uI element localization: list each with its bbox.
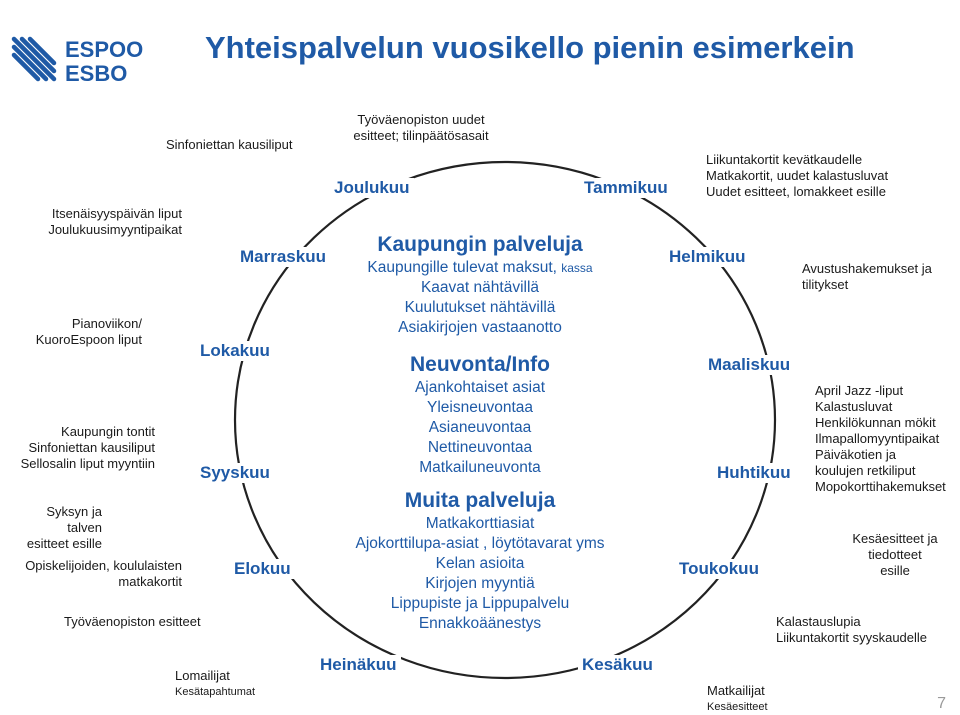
section-line: Kaavat nähtävillä bbox=[420, 279, 540, 296]
logo-text-sv: ESBO bbox=[65, 61, 128, 85]
note-left-3: Kaupungin tontit Sinfoniettan kausiliput Sellosalin liput myyntiin bbox=[20, 424, 155, 471]
month-elokuu: Elokuu bbox=[230, 559, 295, 579]
month-heinakuu: Heinäkuu bbox=[316, 655, 401, 675]
section-line: Nettineuvontaa bbox=[427, 439, 533, 456]
note-right-1: Avustushakemukset ja tilitykset bbox=[802, 261, 932, 292]
section-head: Kaupungin palveluja bbox=[377, 233, 583, 256]
section-line: Lippupiste ja Lippupalvelu bbox=[390, 595, 570, 612]
note-bottom-left: Lomailijat Kesätapahtumat bbox=[175, 668, 256, 698]
note-left-6: Työväenopiston esitteet bbox=[64, 614, 201, 629]
section-line: Ennakkoäänestys bbox=[418, 615, 542, 632]
month-syyskuu: Syyskuu bbox=[196, 463, 274, 483]
section-line: Kuulutukset nähtävillä bbox=[404, 299, 556, 316]
section-head: Neuvonta/Info bbox=[410, 353, 550, 376]
note-top-right: Liikuntakortit kevätkaudelle Matkakortit, uudet kalastusluvat Uudet esitteet, lomakkeet esille bbox=[706, 152, 889, 199]
section-line: Kaupungille tulevat maksut, kassa bbox=[367, 259, 593, 276]
note-bottom-right: Matkailijat Kesäesitteet bbox=[707, 683, 768, 713]
month-toukokuu: Toukokuu bbox=[675, 559, 763, 579]
section-neuvonta-info bbox=[330, 352, 630, 478]
section-head: Muita palveluja bbox=[404, 489, 556, 512]
month-joulukuu: Joulukuu bbox=[330, 178, 414, 198]
section-line: Matkakorttiasiat bbox=[425, 515, 535, 532]
page-number: 7 bbox=[937, 695, 946, 712]
month-tammikuu: Tammikuu bbox=[580, 178, 672, 198]
section-line: Asianeuvontaa bbox=[428, 419, 532, 436]
note-left-top: Sinfoniettan kausiliput bbox=[166, 137, 293, 152]
month-marraskuu: Marraskuu bbox=[236, 247, 330, 267]
section-kaupungin-palveluja bbox=[330, 232, 630, 338]
section-line: Ajokorttilupa-asiat , löytötavarat yms bbox=[355, 535, 605, 552]
note-left-5: Opiskelijoiden, koululaisten matkakortit bbox=[25, 558, 182, 589]
note-right-2: April Jazz -liput Kalastusluvat Henkilökunnan mökit Ilmapallomyyntipaikat Päiväkotien ja koulujen retkiliput Mopokorttihakemukset bbox=[815, 383, 946, 494]
section-line: Kirjojen myyntiä bbox=[425, 575, 535, 592]
note-left-2: Pianoviikon/ KuoroEspoon liput bbox=[35, 316, 142, 347]
section-line: Kelan asioita bbox=[435, 555, 525, 572]
logo-text-fi: ESPOO bbox=[65, 37, 144, 62]
note-left-4: Syksyn ja talven esitteet esille bbox=[26, 504, 102, 551]
note-right-3: Kesäesitteet ja tiedotteet esille bbox=[852, 531, 938, 578]
section-line: Yleisneuvontaa bbox=[427, 399, 533, 416]
note-right-4: Kalastauslupia Liikuntakortit syyskaudelle bbox=[776, 614, 928, 645]
section-muita-palveluja bbox=[330, 488, 630, 634]
month-kesakuu: Kesäkuu bbox=[578, 655, 657, 675]
note-top-center: Työväenopiston uudet esitteet; tilinpäätösasait bbox=[353, 112, 489, 143]
month-huhtikuu: Huhtikuu bbox=[713, 463, 795, 483]
page-title: Yhteispalvelun vuosikello pienin esimerkein bbox=[205, 30, 855, 65]
section-line: Ajankohtaiset asiat bbox=[414, 379, 546, 396]
center-services bbox=[330, 232, 630, 634]
month-maaliskuu: Maaliskuu bbox=[704, 355, 794, 375]
section-line: Matkailuneuvonta bbox=[419, 459, 541, 476]
month-lokakuu: Lokakuu bbox=[196, 341, 274, 361]
note-left-1: Itsenäisyyspäivän liput Joulukuusimyyntipaikat bbox=[48, 206, 182, 237]
month-helmikuu: Helmikuu bbox=[665, 247, 750, 267]
section-line: Asiakirjojen vastaanotto bbox=[398, 319, 562, 336]
